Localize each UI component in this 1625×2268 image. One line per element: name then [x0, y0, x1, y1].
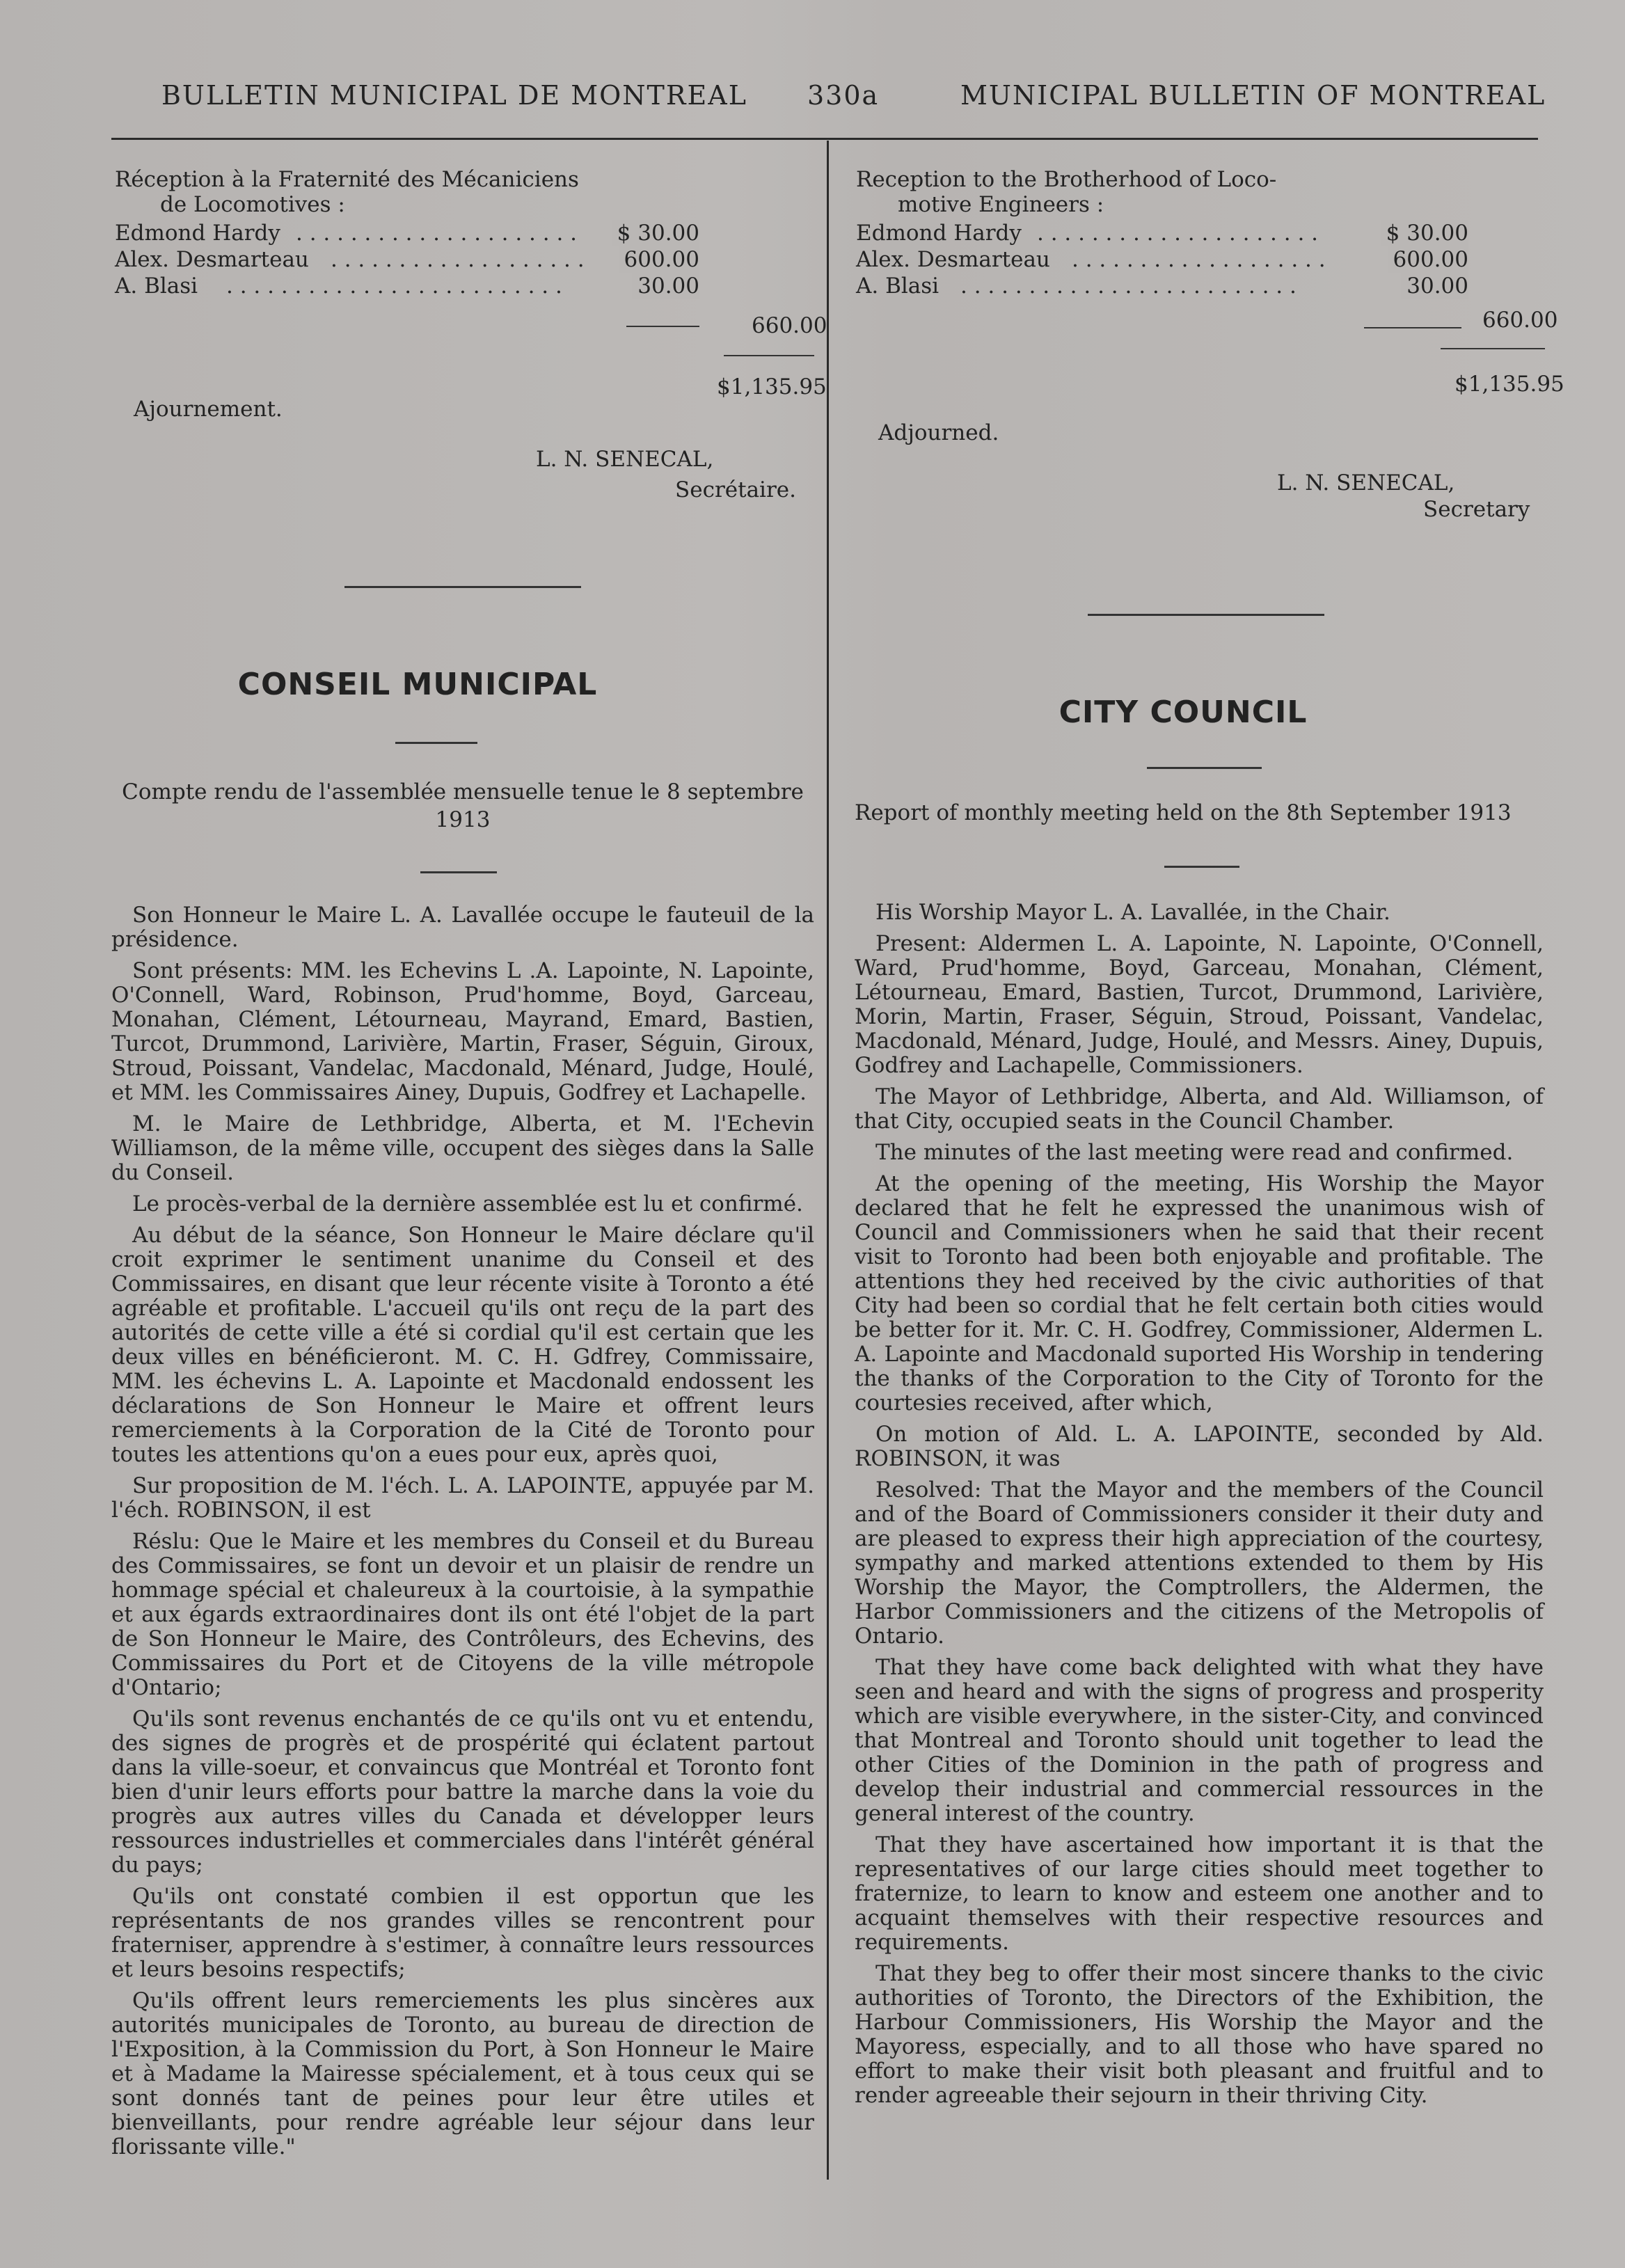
paragraph: That they have come back delighted with what they have seen and heard and with the signs of progress and prosperity which are visible everywhere, in the sister-City, and convinced that Montreal and Toronto should unit together to lead the other Cities of the Dominion in the path of progress and develop their industrial and commercial ressources in the general interest of the country. [855, 1655, 1544, 1826]
right-adjourned: Adjourned. [878, 420, 999, 445]
paragraph: Present: Aldermen L. A. Lapointe, N. Lapointe, O'Connell, Ward, Prud'homme, Boyd, Garceau, Monahan, Clément, Létourneau, Emard, Bastien, Turcot, Drummond, Larivière, Morin, Martin, Fraser, Séguin, Stroud, Poissant, Vandelac, Macdonald, Ménard, Judge, Houlé, and Messrs. Ainey, Dupuis, Godfrey and Lachapelle, Commissioners. [855, 931, 1544, 1078]
total-rule [724, 355, 814, 356]
ledger-row [115, 273, 699, 299]
paragraph: The Mayor of Lethbridge, Alberta, and Ald. Williamson, of that City, occupied seats in the Council Chamber. [855, 1084, 1544, 1134]
paragraph: Qu'ils offrent leurs remerciements les plus sincères aux autorités municipales de Toronto, au bureau de direction de l'Exposition, à la Commission du Port, à Son Honneur le Maire et à Madame la Mairesse spécialement, et à tous ceux qui se sont donnés tant de peines pour leur être utiles et bienveillants, pour rendre agréable leur séjour dans leur florissante ville." [111, 1988, 814, 2159]
right-report-rule [1164, 866, 1239, 868]
left-section-title: CONSEIL MUNICIPAL [237, 667, 598, 702]
left-signature-title: Secrétaire. [675, 477, 796, 502]
paragraph: Le procès-verbal de la dernière assemblée est lu et confirmé. [132, 1191, 803, 1216]
header-right: MUNICIPAL BULLETIN OF MONTREAL [960, 80, 1546, 111]
left-report-rule [420, 871, 497, 873]
leader-dots: . . . . . . . . . . . . . . . . . . . . . . . . . [960, 273, 1297, 299]
right-reception-title-1: Reception to the Brotherhood of Loco- [856, 167, 1277, 192]
ledger-amount: $ 30.00 [612, 220, 699, 246]
right-section-rule [1088, 614, 1324, 616]
ledger-row [115, 246, 699, 273]
paragraph: Sont présents: MM. les Echevins L .A. Lapointe, N. Lapointe, O'Connell, Ward, Robinson, Prud'homme, Boyd, Garceau, Monahan, Clément, Létourneau, Mayrand, Emard, Bastien, Turcot, Drummond, Larivière, Martin, Fraser, Séguin, Giroux, Stroud, Poissant, Vandelac, Macdonald, Ménard, Judge, Houlé, et MM. les Commissaires Ainey, Dupuis, Godfrey et Lachapelle. [111, 958, 814, 1105]
paragraph: Sur proposition de M. l'éch. L. A. LAPOINTE, appuyée par M. l'éch. ROBINSON, il est [111, 1473, 814, 1523]
paragraph: M. le Maire de Lethbridge, Alberta, et M. l'Echevin Williamson, de la même ville, occupent des sièges dans la Salle du Conseil. [111, 1111, 814, 1185]
total-rule [1441, 348, 1545, 349]
right-title-rule [1147, 767, 1262, 769]
ledger-amount: $ 30.00 [1381, 220, 1468, 246]
column-divider [827, 141, 829, 2180]
paragraph: Qu'ils ont constaté combien il est opportun que les représentants de nos grandes villes se rencontrent pour fraterniser, apprendre à s'estimer, à connaître leurs ressources et leurs besoins respectifs; [111, 1884, 814, 1982]
paragraph: That they have ascertained how important it is that the representatives of our large cities should meet together to fraternize, to learn to know and esteem one another and to acquaint themselves with their respective resources and requirements. [855, 1832, 1544, 1955]
right-signature-title: Secretary [1423, 497, 1530, 522]
leader-dots: . . . . . . . . . . . . . . . . . . . . . . . . . [226, 273, 562, 299]
right-reception-title-2: motive Engineers : [898, 192, 1104, 217]
ledger-row [115, 220, 699, 246]
page-number: 330a [807, 80, 880, 111]
right-signature-name: L. N. SENECAL, [1277, 470, 1455, 495]
ledger-name: A. Blasi [115, 273, 198, 299]
ledger-row [856, 273, 1468, 299]
paragraph: Qu'ils sont revenus enchantés de ce qu'ils ont vu et entendu, des signes de progrès et de prospérité qui éclatent partout dans la ville-soeur, et convaincus que Montréal et Toronto font bien d'unir leurs efforts pour battre la marche dans la voie du progrès aux autres villes du Canada et développer leurs ressources industrielles et commerciales dans l'intérêt général du pays; [111, 1706, 814, 1878]
ledger-amount: 30.00 [1401, 273, 1468, 299]
ledger-name: Alex. Desmarteau [115, 247, 309, 272]
left-signature-name: L. N. SENECAL, [536, 447, 714, 472]
subtotal-rule [1364, 327, 1461, 328]
leader-dots: . . . . . . . . . . . . . . . . . . . [331, 247, 585, 272]
left-adjourned: Ajournement. [134, 397, 283, 422]
left-title-rule [395, 742, 477, 744]
paragraph: Réslu: Que le Maire et les membres du Conseil et du Bureau des Commissaires, se font un devoir et un plaisir de rendre un hommage spécial et chaleureux à la courtoisie, à la sympathie et aux égards extraordinaires dont ils ont été l'objet de la part de Son Honneur le Maire, des Contrôleurs, des Echevins, des Commissaires du Port et de Citoyens de la ville métropole d'Ontario; [111, 1529, 814, 1700]
left-ledger [115, 220, 699, 299]
subtotal-rule [626, 326, 699, 327]
left-report-line-2: 1913 [435, 807, 491, 832]
paragraph: The minutes of the last meeting were read and confirmed. [875, 1140, 1514, 1165]
left-report-line-1: Compte rendu de l'assemblée mensuelle tenue le 8 septembre [122, 779, 804, 804]
paragraph: His Worship Mayor L. A. Lavallée, in the Chair. [875, 900, 1390, 925]
left-subtotal: 660.00 [752, 313, 827, 338]
right-total: $1,135.95 [1454, 372, 1564, 397]
left-reception-title-1: Réception à la Fraternité des Mécaniciens [115, 167, 579, 192]
header-left: BULLETIN MUNICIPAL DE MONTREAL [161, 80, 747, 111]
left-body [111, 903, 814, 2166]
ledger-row [856, 246, 1468, 273]
right-subtotal: 660.00 [1482, 308, 1558, 333]
left-total: $1,135.95 [717, 374, 827, 399]
paragraph: On motion of Ald. L. A. LAPOINTE, seconded by Ald. ROBINSON, it was [855, 1422, 1544, 1471]
paragraph: That they beg to offer their most sincere thanks to the civic authorities of Toronto, the Directors of the Exhibition, the Harbour Commissioners, His Worship the Mayor and the Mayoress, especially, and to all those who have spared no effort to make their visit both pleasant and fruitful and to render agreeable their sejourn in their thriving City. [855, 1961, 1544, 2108]
leader-dots: . . . . . . . . . . . . . . . . . . . [1072, 247, 1326, 272]
ledger-amount: 600.00 [1388, 246, 1468, 273]
left-reception-title-2: de Locomotives : [160, 192, 345, 217]
right-ledger [856, 220, 1468, 299]
left-section-rule [344, 586, 581, 588]
paragraph: At the opening of the meeting, His Worship the Mayor declared that he felt he expressed the unanimous wish of Council and Commissioners when he said that their recent visit to Toronto had been both enjoyable and profitable. The attentions they hed received by the civic authorities of that City had been so cordial that he felt certain both cities would be better for it. Mr. C. H. Godfrey, Commissioner, Aldermen L. A. Lapointe and Macdonald suported His Worship in tendering the thanks of the Corporation to the City of Toronto for the courtesies received, after which, [855, 1171, 1544, 1415]
header-rule [111, 138, 1538, 140]
ledger-name: Alex. Desmarteau [856, 247, 1050, 272]
paragraph: Au début de la séance, Son Honneur le Maire déclare qu'il croit exprimer le sentiment unanime du Conseil et des Commissaires, en disant que leur récente visite à Toronto a été agréable et profitable. L'accueil qu'ils ont reçu de la part des autorités de cette ville a été si cordial qu'il est certain que les deux villes en bénéficieront. M. C. H. Gdfrey, Commissaire, MM. les échevins L. A. Lapointe et Macdonald endossent les déclarations de Son Honneur le Maire et offrent leurs remerciements à la Corporation de la Cité de Toronto pour toutes les attentions qu'on a eues pour eux, après quoi, [111, 1223, 814, 1467]
right-report-line: Report of monthly meeting held on the 8th September 1913 [855, 800, 1512, 825]
ledger-name: Edmond Hardy [115, 221, 280, 246]
paragraph: Son Honneur le Maire L. A. Lavallée occupe le fauteuil de la présidence. [111, 903, 814, 952]
ledger-amount: 600.00 [619, 246, 699, 273]
right-body [855, 901, 1544, 2115]
leader-dots: . . . . . . . . . . . . . . . . . . . . . [296, 221, 578, 246]
right-section-title: CITY COUNCIL [1059, 695, 1308, 730]
paragraph: Resolved: That the Mayor and the members of the Council and of the Board of Commissioners consider it their duty and are pleased to express their high appreciation of the courtesy, sympathy and marked attentions extended to them by His Worship the Mayor, the Comptrollers, the Aldermen, the Harbor Commissioners and the citizens of the Metropolis of Ontario. [855, 1477, 1544, 1649]
ledger-name: Edmond Hardy [856, 221, 1022, 246]
ledger-amount: 30.00 [632, 273, 699, 299]
ledger-row [856, 220, 1468, 246]
ledger-name: A. Blasi [856, 273, 940, 299]
leader-dots: . . . . . . . . . . . . . . . . . . . . . [1037, 221, 1319, 246]
